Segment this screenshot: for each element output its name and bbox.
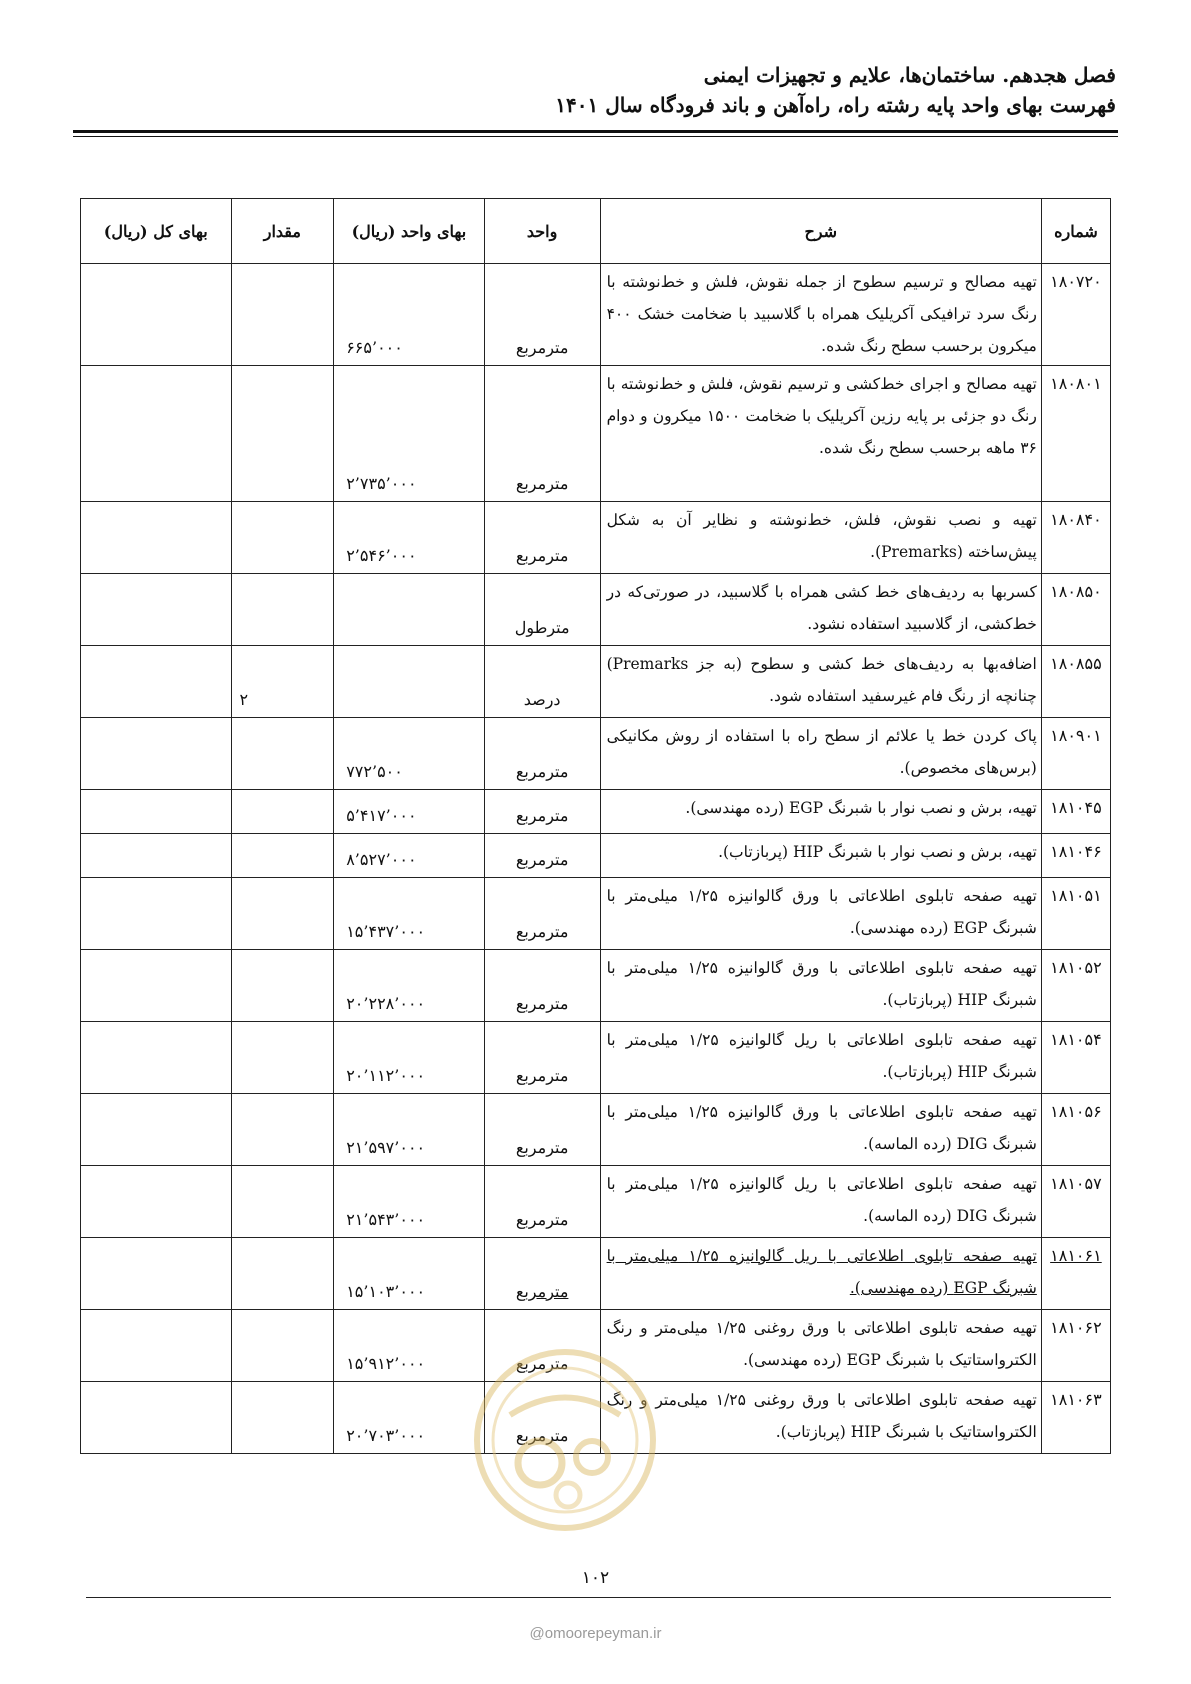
item-code xyxy=(1041,264,1110,366)
column-header-unit-price: بهای واحد (ریال) xyxy=(334,199,484,264)
item-quantity xyxy=(231,834,334,878)
item-code xyxy=(1041,878,1110,950)
table-row xyxy=(81,502,1111,574)
item-unit xyxy=(484,574,600,646)
item-description xyxy=(600,1382,1041,1454)
item-quantity xyxy=(231,950,334,1022)
chapter-title: فصل هجدهم. ساختمان‌ها، علایم و تجهیزات ایمنی xyxy=(703,63,1116,87)
item-code-text: ۱۸۰۷۲۰ xyxy=(1050,272,1102,291)
item-unit-price xyxy=(334,1022,484,1094)
item-total-price xyxy=(81,1238,232,1310)
item-total-price xyxy=(81,790,232,834)
table-row xyxy=(81,1022,1111,1094)
item-description-text: کسربها به ردیف‌های خط کشی همراه با گلاسبید، در صورتی‌که در خط‌کشی، از گلاسبید استفاده نشود. xyxy=(606,583,1037,633)
item-unit-text: مترمربع xyxy=(515,1354,569,1373)
item-quantity xyxy=(231,1022,334,1094)
item-unit-price-text: ۱۵’۹۱۲’۰۰۰ xyxy=(346,1354,426,1373)
item-unit-text: مترمربع xyxy=(515,474,569,493)
item-code-text: ۱۸۱۰۵۱ xyxy=(1050,886,1102,905)
item-unit-text: مترمربع xyxy=(515,546,569,565)
column-header-description: شرح xyxy=(600,199,1041,264)
item-unit-text: مترمربع xyxy=(515,850,569,869)
item-total-price xyxy=(81,718,232,790)
item-unit-price xyxy=(334,366,484,502)
item-quantity xyxy=(231,574,334,646)
header-divider xyxy=(73,130,1118,133)
item-description-text: تهیه مصالح و ترسیم سطوح از جمله نقوش، فلش و خط‌نوشته با رنگ سرد ترافیکی آکریلیک همراه با گلاسبید با ضخامت خشک ۴۰۰ میکرون برحسب سطح رنگ شده. xyxy=(606,273,1037,355)
item-description-text: تهیه صفحه تابلوی اطلاعاتی با ریل گالوانیزه ۱/۲۵ میلی‌متر با شبرنگ HIP (پربازتاب). xyxy=(606,1031,1037,1081)
item-unit-price xyxy=(334,1094,484,1166)
item-unit-price xyxy=(334,834,484,878)
item-unit-text: مترمربع xyxy=(515,806,569,825)
item-code xyxy=(1041,366,1110,502)
item-unit-text: درصد xyxy=(523,690,561,709)
item-code xyxy=(1041,718,1110,790)
item-code-text: ۱۸۱۰۵۷ xyxy=(1050,1174,1102,1193)
item-unit-price-text: ۵’۴۱۷’۰۰۰ xyxy=(346,806,417,825)
item-description xyxy=(600,950,1041,1022)
item-code xyxy=(1041,646,1110,718)
item-unit-text: مترمربع xyxy=(515,922,569,941)
item-unit xyxy=(484,834,600,878)
item-code-text: ۱۸۱۰۶۲ xyxy=(1050,1318,1102,1337)
item-description xyxy=(600,718,1041,790)
item-unit-price-text: ۲۱’۵۹۷’۰۰۰ xyxy=(346,1138,426,1157)
item-unit-price xyxy=(334,1382,484,1454)
table-row xyxy=(81,1310,1111,1382)
item-quantity-text: ۲ xyxy=(239,690,249,709)
table-row xyxy=(81,1094,1111,1166)
item-unit-price-text: ۶۶۵’۰۰۰ xyxy=(346,338,403,357)
column-header-code: شماره xyxy=(1041,199,1110,264)
item-unit-price-text: ۸’۵۲۷’۰۰۰ xyxy=(346,850,417,869)
item-description-text: تهیه صفحه تابلوی اطلاعاتی با ورق گالوانیزه ۱/۲۵ میلی‌متر با شبرنگ HIP (پربازتاب). xyxy=(606,959,1037,1009)
column-header-unit: واحد xyxy=(484,199,600,264)
item-code-text: ۱۸۰۸۵۵ xyxy=(1050,654,1102,673)
item-unit-price-text: ۲۱’۵۴۳’۰۰۰ xyxy=(346,1210,426,1229)
item-total-price xyxy=(81,264,232,366)
item-description xyxy=(600,834,1041,878)
item-unit-price-text: ۲۰’۱۱۲’۰۰۰ xyxy=(346,1066,426,1085)
table-row xyxy=(81,366,1111,502)
item-quantity xyxy=(231,1166,334,1238)
item-description xyxy=(600,502,1041,574)
page-header xyxy=(66,60,1116,120)
item-unit-price xyxy=(334,1238,484,1310)
item-quantity xyxy=(231,1310,334,1382)
item-unit-price-text: ۱۵’۴۳۷’۰۰۰ xyxy=(346,922,426,941)
item-unit-text: مترمربع xyxy=(515,1426,569,1445)
table-row xyxy=(81,834,1111,878)
item-quantity xyxy=(231,264,334,366)
item-code xyxy=(1041,950,1110,1022)
item-unit-price-text: ۲۰’۷۰۳’۰۰۰ xyxy=(346,1426,426,1445)
item-total-price xyxy=(81,950,232,1022)
table-row xyxy=(81,1238,1111,1310)
item-unit xyxy=(484,1166,600,1238)
item-code xyxy=(1041,790,1110,834)
item-total-price xyxy=(81,502,232,574)
item-unit-text: مترمربع xyxy=(515,994,569,1013)
item-unit xyxy=(484,264,600,366)
item-quantity xyxy=(231,1238,334,1310)
item-total-price xyxy=(81,1094,232,1166)
item-quantity xyxy=(231,366,334,502)
footer-divider xyxy=(86,1597,1111,1598)
item-unit xyxy=(484,1238,600,1310)
table-row xyxy=(81,1166,1111,1238)
item-unit-price-text: ۲’۵۴۶’۰۰۰ xyxy=(346,546,417,565)
column-header-quantity: مقدار xyxy=(231,199,334,264)
item-unit-price xyxy=(334,950,484,1022)
item-description xyxy=(600,878,1041,950)
item-unit-price-text: ۲۰’۲۲۸’۰۰۰ xyxy=(346,994,426,1013)
column-header-total-price: بهای کل (ریال) xyxy=(81,199,232,264)
item-unit-price xyxy=(334,502,484,574)
item-unit xyxy=(484,366,600,502)
item-total-price xyxy=(81,834,232,878)
item-description-text: تهیه، برش و نصب نوار با شبرنگ EGP (رده مهندسی). xyxy=(685,799,1037,817)
item-description-text: تهیه و نصب نقوش، فلش، خط‌نوشته و نظایر آن به شکل پیش‌ساخته (Premarks). xyxy=(606,511,1037,561)
item-code xyxy=(1041,574,1110,646)
item-code xyxy=(1041,1238,1110,1310)
item-code xyxy=(1041,502,1110,574)
item-unit-price xyxy=(334,264,484,366)
item-description-text: اضافه‌بها به ردیف‌های خط کشی و سطوح (به جز Premarks) چنانچه از رنگ فام غیرسفید استفاده شود. xyxy=(606,655,1037,705)
item-code xyxy=(1041,834,1110,878)
item-description xyxy=(600,1022,1041,1094)
item-unit xyxy=(484,718,600,790)
item-code-text: ۱۸۱۰۴۶ xyxy=(1050,842,1102,861)
item-code-text: ۱۸۰۸۰۱ xyxy=(1050,374,1102,393)
item-quantity xyxy=(231,502,334,574)
table-row xyxy=(81,574,1111,646)
item-quantity xyxy=(231,878,334,950)
item-total-price xyxy=(81,1310,232,1382)
item-description xyxy=(600,366,1041,502)
table-body xyxy=(81,264,1111,1454)
item-quantity xyxy=(231,1094,334,1166)
item-description-text: تهیه صفحه تابلوی اطلاعاتی با ریل گالوانیزه ۱/۲۵ میلی‌متر با شبرنگ EGP (رده مهندسی). xyxy=(606,1247,1037,1297)
item-unit-price xyxy=(334,790,484,834)
item-description-text: پاک کردن خط یا علائم از سطح راه با استفاده از روش مکانیکی (برس‌های مخصوص). xyxy=(606,727,1037,777)
item-unit xyxy=(484,646,600,718)
item-total-price xyxy=(81,1022,232,1094)
item-total-price xyxy=(81,878,232,950)
item-unit-price xyxy=(334,878,484,950)
item-description xyxy=(600,646,1041,718)
item-description-text: تهیه صفحه تابلوی اطلاعاتی با ریل گالوانیزه ۱/۲۵ میلی‌متر با شبرنگ DIG (رده الماسه). xyxy=(606,1175,1037,1225)
price-list-table xyxy=(80,198,1111,1454)
item-quantity xyxy=(231,718,334,790)
item-unit xyxy=(484,790,600,834)
table-row xyxy=(81,878,1111,950)
table-row xyxy=(81,718,1111,790)
page-number: ۱۰۲ xyxy=(581,1568,610,1588)
table-row xyxy=(81,264,1111,366)
item-unit-price xyxy=(334,646,484,718)
item-unit-text: مترمربع xyxy=(515,1138,569,1157)
item-unit xyxy=(484,502,600,574)
item-description xyxy=(600,264,1041,366)
item-unit xyxy=(484,1094,600,1166)
item-description xyxy=(600,1094,1041,1166)
item-unit-text: مترطول xyxy=(514,618,570,637)
item-unit xyxy=(484,1382,600,1454)
item-code-text: ۱۸۱۰۶۳ xyxy=(1050,1390,1102,1409)
item-unit-price-text: ۷۷۲’۵۰۰ xyxy=(346,762,403,781)
item-code xyxy=(1041,1094,1110,1166)
item-description xyxy=(600,574,1041,646)
item-code-text: ۱۸۱۰۴۵ xyxy=(1050,798,1102,817)
item-unit-price xyxy=(334,718,484,790)
item-description-text: تهیه مصالح و اجرای خط‌کشی و ترسیم نقوش، فلش و خط‌نوشته با رنگ دو جزئی بر پایه رزین آکریلیک با ضخامت ۱۵۰۰ میکرون و دوام ۳۶ ماهه برحسب سطح رنگ شده. xyxy=(606,375,1037,457)
item-total-price xyxy=(81,574,232,646)
item-description xyxy=(600,790,1041,834)
item-quantity xyxy=(231,646,334,718)
item-unit-text: مترمربع xyxy=(515,338,569,357)
item-total-price xyxy=(81,646,232,718)
item-unit-text: مترمربع xyxy=(515,1282,569,1301)
item-code-text: ۱۸۰۹۰۱ xyxy=(1050,726,1102,745)
item-code-text: ۱۸۱۰۶۱ xyxy=(1050,1246,1102,1265)
item-code xyxy=(1041,1022,1110,1094)
item-code-text: ۱۸۱۰۵۴ xyxy=(1050,1030,1102,1049)
item-total-price xyxy=(81,1382,232,1454)
item-unit xyxy=(484,1310,600,1382)
item-unit-text: مترمربع xyxy=(515,762,569,781)
item-total-price xyxy=(81,1166,232,1238)
table-header-row xyxy=(81,199,1111,264)
item-description xyxy=(600,1310,1041,1382)
document-title: فهرست بهای واحد پایه رشته راه، راه‌آهن و باند فرودگاه سال ۱۴۰۱ xyxy=(555,93,1116,117)
item-quantity xyxy=(231,790,334,834)
item-unit-text: مترمربع xyxy=(515,1066,569,1085)
item-unit-price xyxy=(334,574,484,646)
item-description-text: تهیه صفحه تابلوی اطلاعاتی با ورق روغنی ۱/۲۵ میلی‌متر و رنگ الکترواستاتیک با شبرنگ HIP (پربازتاب). xyxy=(606,1391,1037,1441)
item-unit-price xyxy=(334,1166,484,1238)
header-divider-thin xyxy=(73,136,1118,137)
table-row xyxy=(81,646,1111,718)
item-code-text: ۱۸۱۰۵۲ xyxy=(1050,958,1102,977)
watermark-text: @omoorepeyman.ir xyxy=(529,1625,662,1642)
item-code-text: ۱۸۰۸۵۰ xyxy=(1050,582,1102,601)
item-code xyxy=(1041,1166,1110,1238)
item-description-text: تهیه صفحه تابلوی اطلاعاتی با ورق گالوانیزه ۱/۲۵ میلی‌متر با شبرنگ EGP (رده مهندسی). xyxy=(606,887,1037,937)
item-unit xyxy=(484,1022,600,1094)
item-unit xyxy=(484,950,600,1022)
item-quantity xyxy=(231,1382,334,1454)
item-description-text: تهیه صفحه تابلوی اطلاعاتی با ورق گالوانیزه ۱/۲۵ میلی‌متر با شبرنگ DIG (رده الماسه). xyxy=(606,1103,1037,1153)
item-description-text: تهیه صفحه تابلوی اطلاعاتی با ورق روغنی ۱/۲۵ میلی‌متر و رنگ الکترواستاتیک با شبرنگ EGP (رده مهندسی). xyxy=(606,1319,1037,1369)
item-unit-price-text: ۲’۷۳۵’۰۰۰ xyxy=(346,474,417,493)
table-row xyxy=(81,1382,1111,1454)
item-description-text: تهیه، برش و نصب نوار با شبرنگ HIP (پربازتاب). xyxy=(718,843,1037,861)
item-code xyxy=(1041,1310,1110,1382)
item-unit-price-text: ۱۵’۱۰۳’۰۰۰ xyxy=(346,1282,426,1301)
table-row xyxy=(81,950,1111,1022)
item-code-text: ۱۸۱۰۵۶ xyxy=(1050,1102,1102,1121)
item-unit-price xyxy=(334,1310,484,1382)
item-code xyxy=(1041,1382,1110,1454)
item-unit xyxy=(484,878,600,950)
table-row xyxy=(81,790,1111,834)
item-code-text: ۱۸۰۸۴۰ xyxy=(1050,510,1102,529)
item-description xyxy=(600,1166,1041,1238)
item-description xyxy=(600,1238,1041,1310)
item-total-price xyxy=(81,366,232,502)
item-unit-text: مترمربع xyxy=(515,1210,569,1229)
